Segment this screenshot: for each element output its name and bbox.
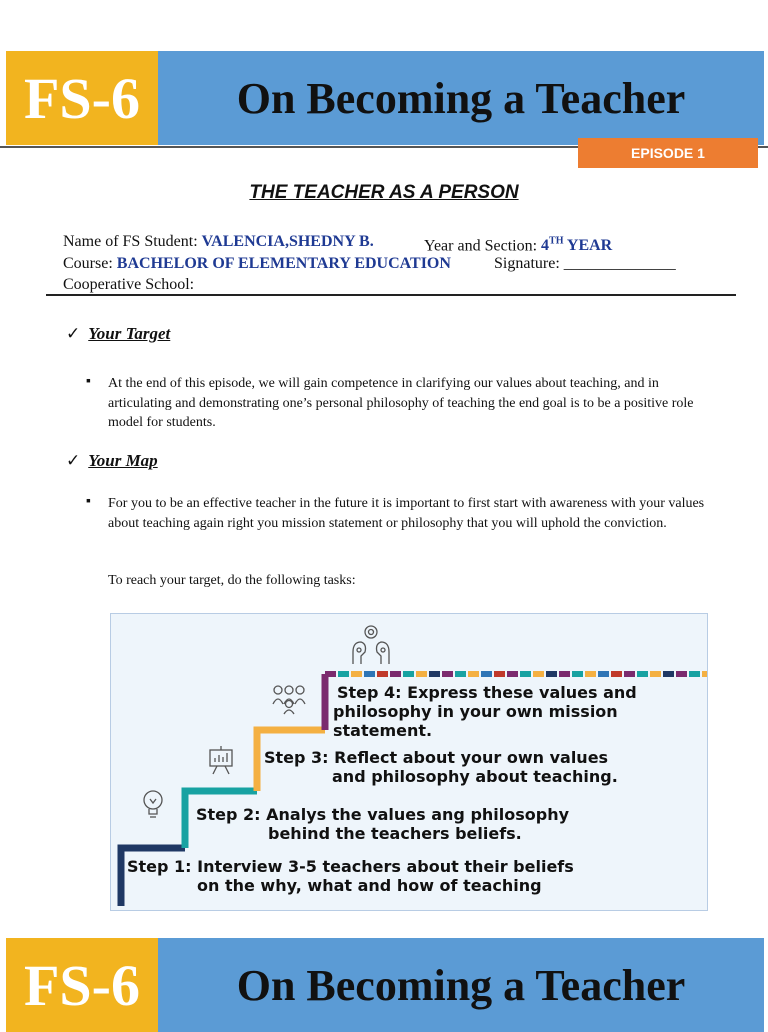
bullet-icon: ▪ (86, 374, 91, 389)
checkmark-icon: ✓ (66, 324, 81, 344)
rail-segment (338, 671, 349, 677)
rail-segment (637, 671, 648, 677)
step-3-text: Step 3: Reflect about your own values and philosophy about teaching. (264, 748, 618, 786)
rail-segment (429, 671, 440, 677)
rail-segment (468, 671, 479, 677)
map-text: For you to be an effective teacher in the future it is important to first start with awareness with your values about teaching again right you mission statement or philosophy that you will uphold the conviction. (108, 496, 705, 531)
step-2-text: Step 2: Analys the values ang philosophy behind the teachers beliefs. (196, 805, 570, 843)
student-name-row (63, 231, 374, 252)
steps-figure (110, 613, 708, 911)
fs-code-badge: FS-6 (6, 938, 158, 1032)
rail-segment (481, 671, 492, 677)
target-heading: ✓ Your Target (66, 324, 171, 344)
course-label: Course: (63, 255, 113, 272)
signature-row (494, 253, 676, 274)
heads-gears-icon (353, 626, 389, 664)
course-row (63, 253, 451, 274)
rail-segment (598, 671, 609, 677)
rail-segment (442, 671, 453, 677)
banner-title: On Becoming a Teacher (158, 938, 764, 1032)
rail-segment (702, 671, 708, 677)
step-1-text: Step 1: Interview 3-5 teachers about their beliefs on the why, what and how of teaching (127, 857, 574, 895)
top-rail (325, 671, 708, 677)
rail-segment (572, 671, 583, 677)
rail-segment (455, 671, 466, 677)
group-people-icon (273, 686, 305, 714)
rail-segment (507, 671, 518, 677)
banner-title: On Becoming a Teacher (158, 51, 764, 145)
rail-segment (416, 671, 427, 677)
rail-segment (390, 671, 401, 677)
lightbulb-icon (144, 791, 162, 817)
rail-segment (377, 671, 388, 677)
rail-segment (650, 671, 661, 677)
school-row (63, 274, 194, 295)
document-title: THE TEACHER AS A PERSON (249, 182, 519, 203)
rail-segment (663, 671, 674, 677)
bottom-banner (0, 938, 768, 1032)
year-value: 4TH YEAR (541, 236, 613, 255)
presentation-board-icon (210, 746, 232, 774)
rail-segment (533, 671, 544, 677)
signature-label: Signature: ______________ (494, 255, 676, 272)
top-banner (0, 51, 768, 145)
checkmark-icon: ✓ (66, 451, 81, 471)
rail-segment (689, 671, 700, 677)
year-label: Year and Section: (424, 237, 538, 255)
rail-segment (364, 671, 375, 677)
map-heading: ✓ Your Map (66, 451, 158, 471)
rail-segment (676, 671, 687, 677)
rail-segment (624, 671, 635, 677)
rail-segment (494, 671, 505, 677)
rail-segment (611, 671, 622, 677)
rail-segment (546, 671, 557, 677)
rail-segment (520, 671, 531, 677)
rail-segment (559, 671, 570, 677)
rail-segment (351, 671, 362, 677)
rail-segment (325, 671, 336, 677)
rail-segment (403, 671, 414, 677)
bullet-icon: ▪ (86, 494, 91, 509)
school-label: Cooperative School: (63, 276, 195, 293)
episode-badge: EPISODE 1 (578, 138, 758, 168)
fs-code-badge: FS-6 (6, 51, 158, 145)
rail-segment (585, 671, 596, 677)
name-label: Name of FS Student: (63, 233, 198, 250)
target-text: At the end of this episode, we will gain competence in clarifying our values about teaching, and in articulating and demonstrating one’s personal philosophy of teaching the end goal is to be a positive role model for students. (108, 376, 694, 430)
step-4-text: Step 4: Express these values and philosophy in your own mission statement. (333, 683, 637, 740)
info-divider (46, 294, 736, 296)
name-value: VALENCIA,SHEDNY B. (201, 233, 374, 250)
tasks-intro: To reach your target, do the following tasks: (108, 573, 356, 588)
course-value: BACHELOR OF ELEMENTARY EDUCATION (116, 255, 451, 272)
